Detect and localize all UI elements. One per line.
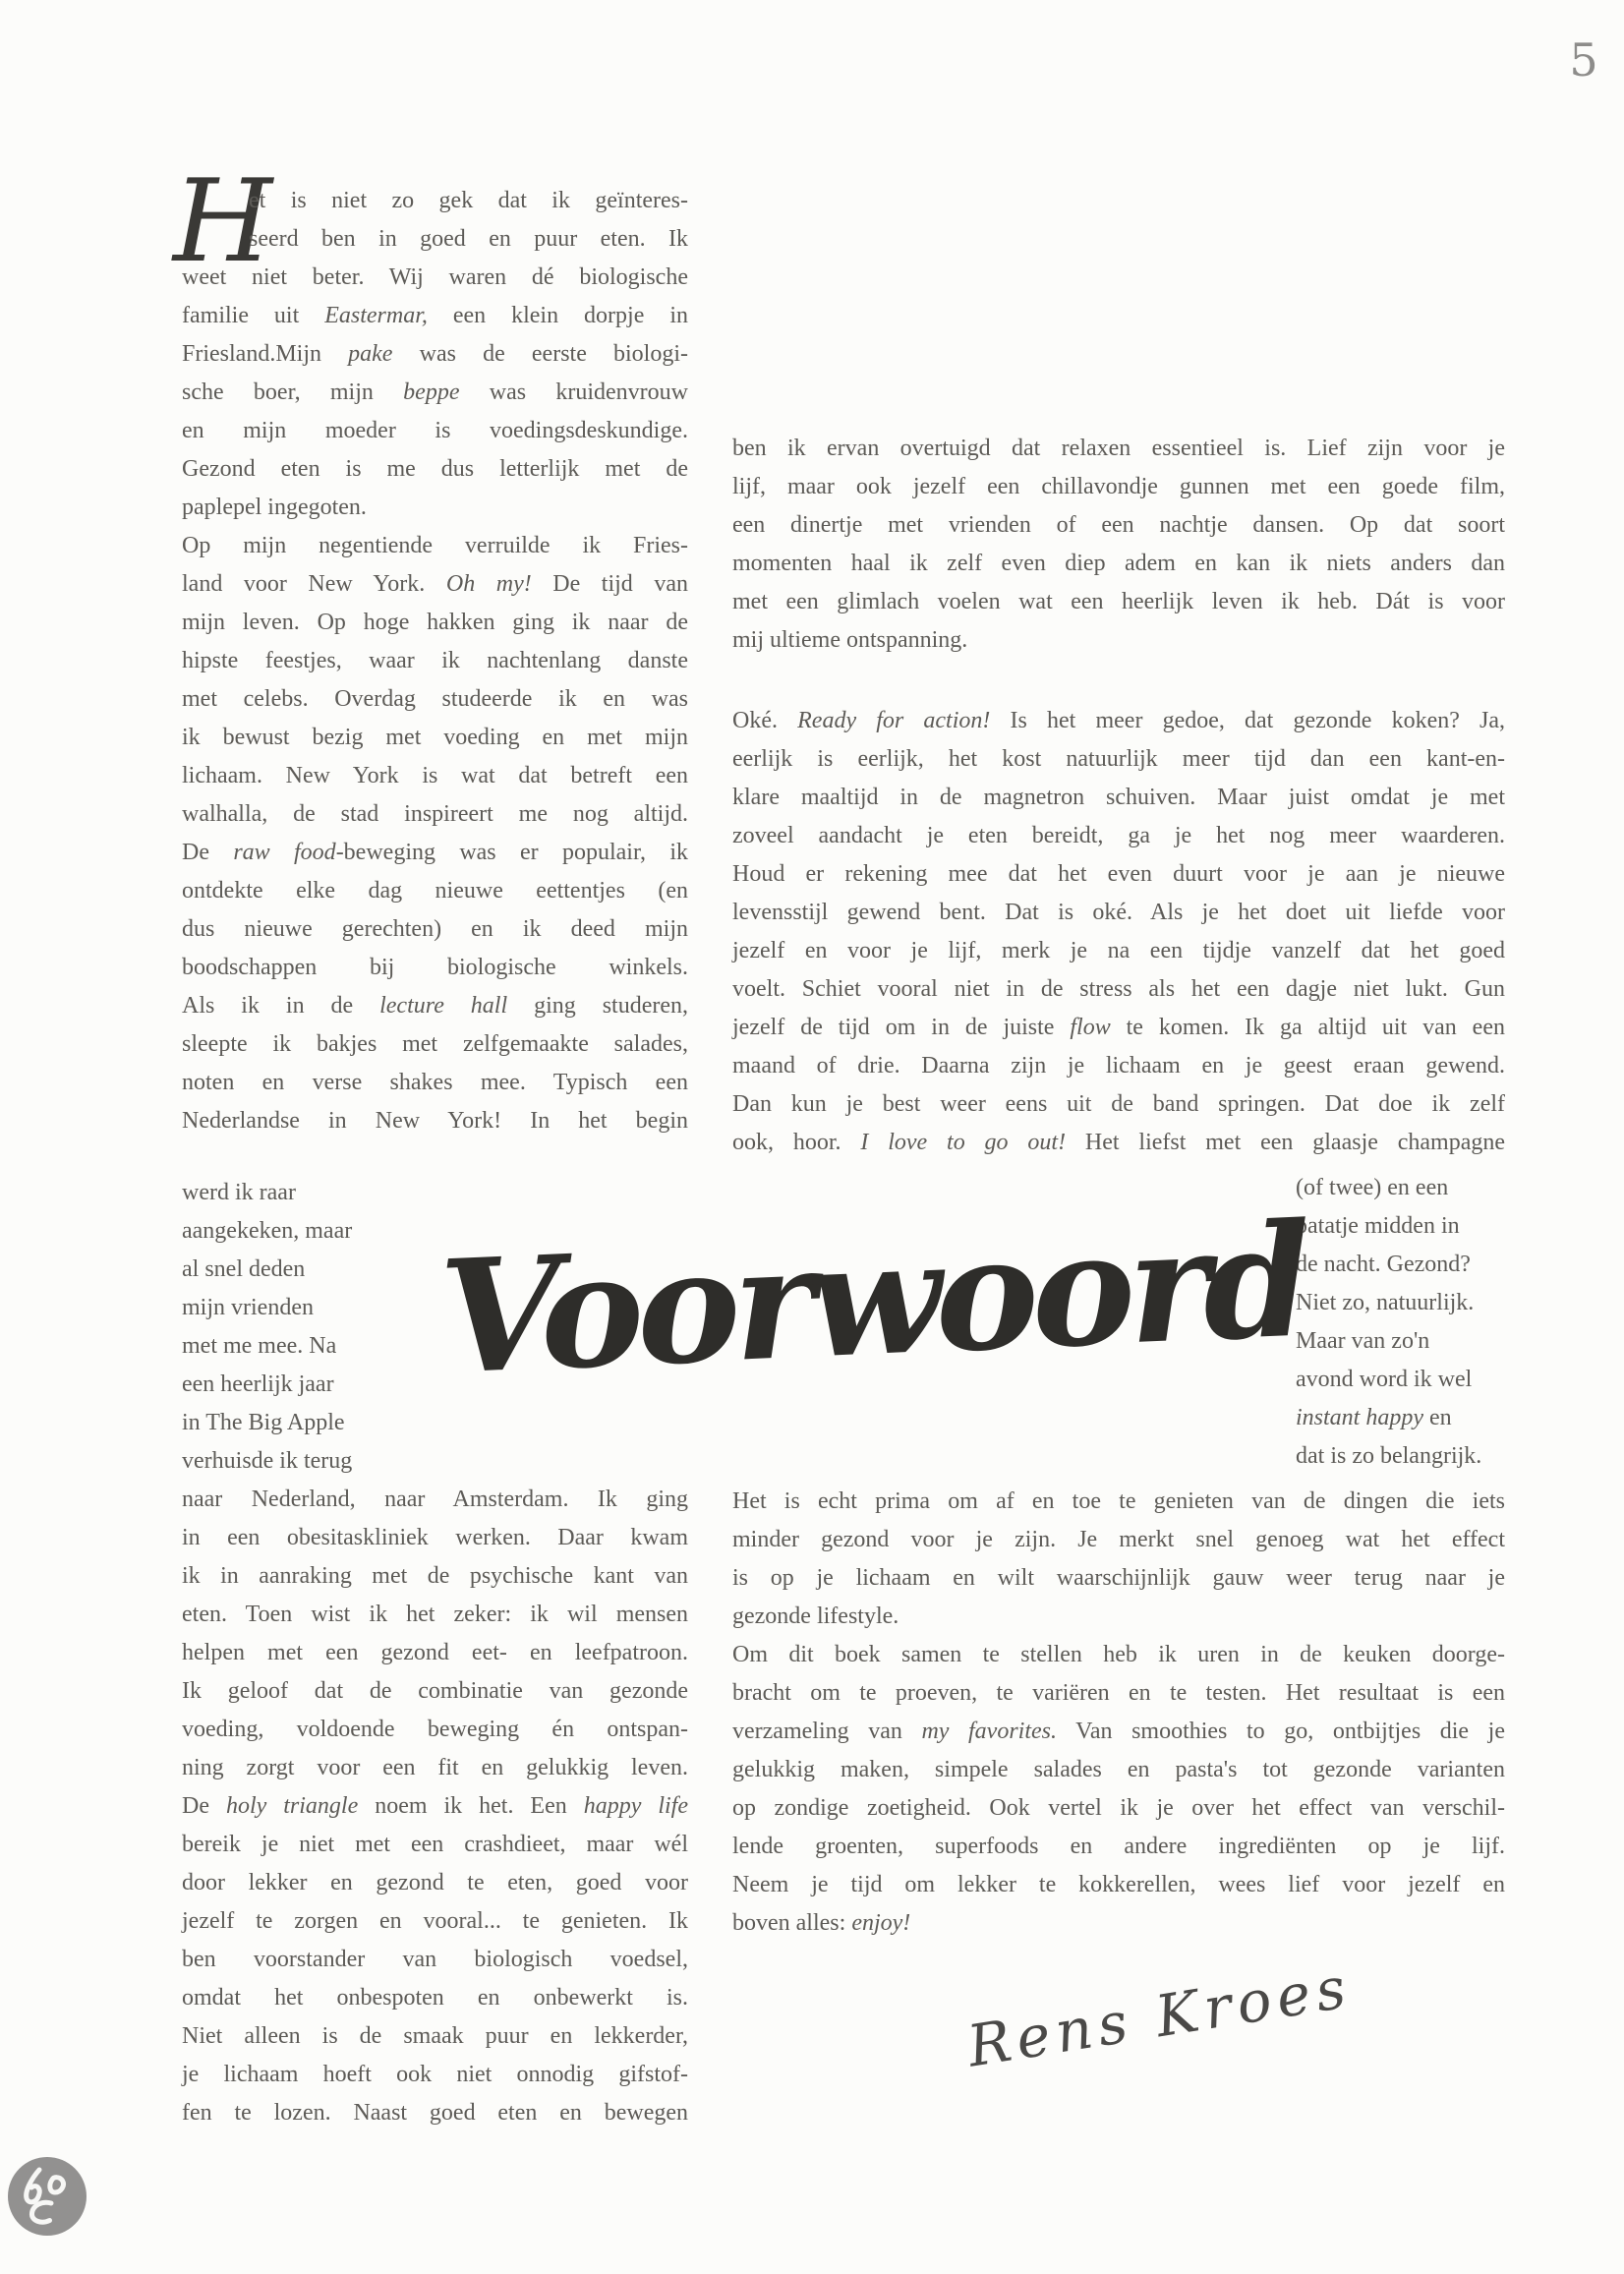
text-line: omdat het onbespoten en onbewerkt is. <box>182 1985 688 2011</box>
text-line: eten. Toen wist ik het zeker: ik wil mensen <box>182 1602 688 1627</box>
text-line: Op mijn negentiende verruilde ik Fries- <box>182 533 688 558</box>
text-line: bracht om te proeven, te variëren en te testen. Het resultaat is een <box>732 1680 1505 1706</box>
text-line: Om dit boek samen te stellen heb ik uren in de keuken doorge- <box>732 1642 1505 1667</box>
text-line: gelukkig maken, simpele salades en pasta's tot gezonde varianten <box>732 1757 1505 1782</box>
text-line: Friesland.Mijn pake was de eerste biologi- <box>182 341 688 367</box>
text-line: walhalla, de stad inspireert me nog altijd. <box>182 801 688 827</box>
text-line: naar Nederland, naar Amsterdam. Ik ging <box>182 1487 688 1512</box>
text-line: in The Big Apple <box>182 1410 345 1435</box>
text-line: paplepel ingegoten. <box>182 495 367 520</box>
text-line: en mijn moeder is voedingsdeskundige. <box>182 418 688 443</box>
text-line: Dan kun je best weer eens uit de band springen. Dat doe ik zelf <box>732 1091 1505 1117</box>
left-column-narrow-wrap <box>182 1174 477 1481</box>
text-line: momenten haal ik zelf even diep adem en kan ik niets anders dan <box>732 551 1505 576</box>
text-line: avond word ik wel <box>1296 1367 1473 1392</box>
left-column-paragraph-2 <box>182 1481 688 2132</box>
text-line: Niet zo, natuurlijk. <box>1296 1290 1475 1315</box>
text-line: Houd er rekening mee dat het even duurt voor je aan je nieuwe <box>732 861 1505 887</box>
text-line: jezelf de tijd om in de juiste flow te komen. Ik ga altijd uit van een <box>732 1015 1505 1040</box>
text-line: boodschappen bij biologische winkels. <box>182 955 688 980</box>
text-line: dat is zo belangrijk. <box>1296 1443 1482 1469</box>
text-line: op zondige zoetigheid. Ook vertel ik je over het effect van verschil- <box>732 1795 1505 1821</box>
text-line: sche boer, mijn beppe was kruidenvrouw <box>182 379 688 405</box>
text-line: met celebs. Overdag studeerde ik en was <box>182 686 688 712</box>
text-line: patatje midden in <box>1296 1213 1460 1239</box>
right-column-narrow-wrap <box>1296 1169 1517 1476</box>
text-line: Ik geloof dat de combinatie van gezonde <box>182 1678 688 1704</box>
text-line: Niet alleen is de smaak puur en lekkerder, <box>182 2023 688 2049</box>
text-line: land voor New York. Oh my! De tijd van <box>182 571 688 597</box>
text-line: Maar van zo'n <box>1296 1328 1430 1354</box>
text-line: met me mee. Na <box>182 1333 337 1359</box>
text-line: verzameling van my favorites. Van smoothies to go, ontbijtjes die je <box>732 1719 1505 1744</box>
text-line: voeding, voldoende beweging én ontspan- <box>182 1717 688 1742</box>
text-line: Nederlandse in New York! In het begin <box>182 1108 688 1134</box>
text-line: Als ik in de lecture hall ging studeren, <box>182 993 689 1019</box>
text-line: lijf, maar ook jezelf een chillavondje gunnen met een goede film, <box>732 474 1505 499</box>
drop-cap-letter: H <box>173 155 273 288</box>
right-column-paragraph-1 <box>732 430 1505 660</box>
text-line: ben ik ervan overtuigd dat relaxen essentieel is. Lief zijn voor je <box>732 436 1505 461</box>
text-line: met een glimlach voelen wat een heerlijk leven ik heb. Dát is voor <box>732 589 1505 614</box>
text-line: helpen met een gezond eet- en leefpatroon. <box>182 1640 688 1665</box>
text-line: familie uit Eastermar, een klein dorpje in <box>182 303 688 328</box>
text-line: sleepte ik bakjes met zelfgemaakte salades, <box>182 1031 688 1057</box>
text-line: een heerlijk jaar <box>182 1371 334 1397</box>
text-line: verhuisde ik terug <box>182 1448 353 1474</box>
text-line: gezonde lifestyle. <box>732 1603 899 1629</box>
text-line: et is niet zo gek dat ik geïnteres- <box>249 188 688 213</box>
text-line: ontdekte elke dag nieuwe eettentjes (en <box>182 878 688 904</box>
author-signature: Rens Kroes <box>962 1953 1357 2080</box>
text-line: ning zorgt voor een fit en gelukkig leven. <box>182 1755 688 1780</box>
text-line: jezelf en voor je lijf, merk je na een tijdje vanzelf dat het goed <box>732 938 1505 963</box>
text-line: ook, hoor. I love to go out! Het liefst met een glaasje champagne <box>732 1130 1506 1155</box>
text-line: jezelf te zorgen en vooral... te genieten. Ik <box>182 1908 688 1934</box>
text-line: werd ik raar <box>182 1180 296 1205</box>
text-line: minder gezond voor je zijn. Je merkt snel genoeg wat het effect <box>732 1527 1505 1552</box>
chapter-title-script: Voorwoord <box>436 1190 1309 1410</box>
text-line: De raw food-beweging was er populair, ik <box>182 840 689 865</box>
text-line: instant happy en <box>1296 1405 1452 1430</box>
text-line: hipste feestjes, waar ik nachtenlang danste <box>182 648 688 673</box>
text-line: dus nieuwe gerechten) en ik deed mijn <box>182 916 688 942</box>
text-line: de nacht. Gezond? <box>1296 1252 1471 1277</box>
page-number: 5 <box>1569 33 1598 87</box>
text-line: (of twee) en een <box>1296 1175 1449 1200</box>
text-line: mijn leven. Op hoge hakken ging ik naar de <box>182 610 688 635</box>
right-column-paragraph-2 <box>732 702 1505 1162</box>
text-line: eerlijk is eerlijk, het kost natuurlijk meer tijd dan een kant-en- <box>732 746 1505 772</box>
text-line: een dinertje met vrienden of een nachtje dansen. Op dat soort <box>732 512 1505 538</box>
text-line: zoveel aandacht je eten bereidt, ga je het nog meer waarderen. <box>732 823 1505 848</box>
text-line: klare maaltijd in de magnetron schuiven. Maar juist omdat je met <box>732 785 1505 810</box>
text-line: mij ultieme ontspanning. <box>732 627 968 653</box>
text-line: voelt. Schiet vooral niet in de stress als het een dagje niet lukt. Gun <box>732 976 1505 1002</box>
text-line: boven alles: enjoy! <box>732 1910 911 1936</box>
text-line: ik in aanraking met de psychische kant van <box>182 1563 688 1589</box>
text-line: je lichaam hoeft ook niet onnodig gifstof- <box>182 2062 688 2087</box>
text-line: levensstijl gewend bent. Dat is oké. Als je het doet uit liefde voor <box>732 900 1505 925</box>
text-line: De holy triangle noem ik het. Een happy life <box>182 1793 688 1819</box>
text-line: Neem je tijd om lekker te kokkerellen, wees lief voor jezelf en <box>732 1872 1505 1897</box>
text-line: lichaam. New York is wat dat betreft een <box>182 763 688 788</box>
text-line: Oké. Ready for action! Is het meer gedoe, dat gezonde koken? Ja, <box>732 708 1506 733</box>
text-line: in een obesitaskliniek werken. Daar kwam <box>182 1525 688 1550</box>
text-line: seerd ben in goed en puur eten. Ik <box>249 226 688 252</box>
right-column-paragraph-3 <box>732 1483 1505 1943</box>
text-line: fen te lozen. Naast goed eten en bewegen <box>182 2100 688 2126</box>
monogram-roundel-icon <box>6 2155 88 2238</box>
text-line: mijn vrienden <box>182 1295 314 1320</box>
text-line: Het is echt prima om af en toe te genieten van de dingen die iets <box>732 1488 1505 1514</box>
text-line: is op je lichaam en wilt waarschijnlijk gauw weer terug naar je <box>732 1565 1505 1591</box>
text-line: ik bewust bezig met voeding en met mijn <box>182 725 688 750</box>
text-line: maand of drie. Daarna zijn je lichaam en je geest eraan gewend. <box>732 1053 1505 1079</box>
text-line: Gezond eten is me dus letterlijk met de <box>182 456 688 482</box>
text-line: aangekeken, maar <box>182 1218 353 1244</box>
text-line: bereik je niet met een crashdieet, maar wél <box>182 1832 688 1857</box>
text-line: noten en verse shakes mee. Typisch een <box>182 1070 688 1095</box>
text-line: al snel deden <box>182 1256 306 1282</box>
monogram-roundel-logo <box>6 2155 88 2238</box>
left-column-paragraph-1 <box>182 182 688 1140</box>
text-line: door lekker en gezond te eten, goed voor <box>182 1870 688 1895</box>
text-line: ben voorstander van biologisch voedsel, <box>182 1947 688 1972</box>
text-line: weet niet beter. Wij waren dé biologische <box>182 264 688 290</box>
text-line: lende groenten, superfoods en andere ingrediënten op je lijf. <box>732 1834 1505 1859</box>
